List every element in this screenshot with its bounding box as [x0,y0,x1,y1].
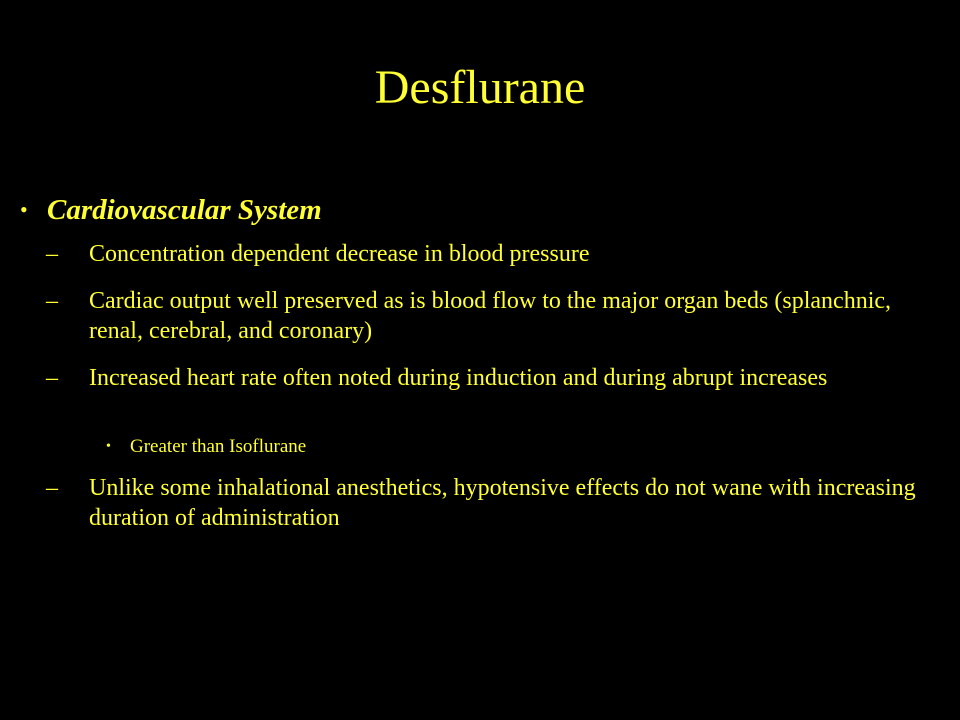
dash-icon: – [46,241,58,267]
slide-title: Desflurane [374,61,586,114]
list-item-text: Cardiac output well preserved as is blood flow to the major organ beds (splanchnic, renal, cerebral, and coronary) [89,288,892,344]
dash-icon: – [46,365,58,391]
section-heading: Cardiovascular System [47,194,322,226]
dash-icon: – [46,288,58,314]
list-item-text: Increased heart rate often noted during induction and during abrupt increases [89,365,828,391]
list-item-text: Concentration dependent decrease in blood pressure [89,241,590,267]
dash-icon: – [46,475,58,501]
sub-list-item-text: Greater than Isoflurane [130,436,307,457]
bullet-icon: • [20,197,28,222]
bullet-icon: • [106,439,111,454]
list-item-text: Unlike some inhalational anesthetics, hypotensive effects do not wane with increasing duration of administration [89,475,916,531]
